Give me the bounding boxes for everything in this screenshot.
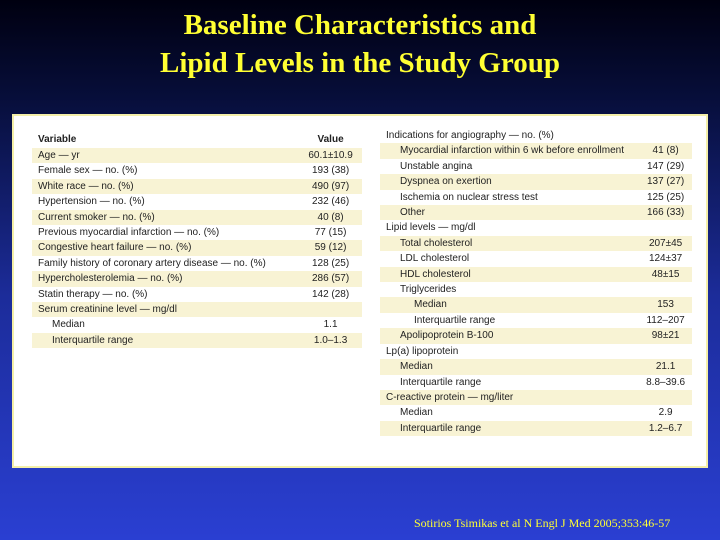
row-value [639,390,692,405]
row-value: 207±45 [639,236,692,251]
table-row [380,220,692,235]
table-row [380,128,692,143]
table-row [380,344,692,359]
table-row [380,390,692,405]
table-row [32,287,362,302]
row-label: Serum creatinine level — mg/dl [32,302,299,317]
row-value: 41 (8) [639,143,692,158]
header-variable: Variable [38,133,77,145]
table-row [380,205,692,220]
row-value: 112–207 [646,314,685,326]
row-value: 232 (46) [311,196,350,208]
row-value: 2.9 [658,407,673,419]
table-row [32,317,362,332]
row-label: Other [380,205,639,220]
slide-title-line-2: Lipid Levels in the Study Group [160,47,560,79]
row-label: Indications for angiography — no. (%) [386,130,554,141]
row-label: Lipid levels — mg/dl [386,222,476,234]
row-value: 8.8–39.6 [646,376,686,388]
table-row [32,179,362,194]
table-row [32,163,362,178]
row-label: Dyspnea on exertion [380,174,639,189]
table-row [32,148,362,163]
table-row [380,267,692,282]
row-value: 40 (8) [299,210,362,225]
table-panel [12,114,708,468]
row-label: Triglycerides [400,284,457,296]
table-row [380,174,692,189]
row-label: Interquartile range [380,421,639,436]
row-value: 142 (28) [311,288,350,300]
table-row [380,297,692,312]
table-row [380,251,692,266]
row-label: Congestive heart failure — no. (%) [32,240,299,255]
row-label: Female sex — no. (%) [38,165,138,177]
row-label: Ischemia on nuclear stress test [400,191,538,203]
table-row [32,225,362,240]
row-label: HDL cholesterol [380,267,639,282]
table-header-row [32,130,362,148]
table-row [380,190,692,205]
row-value: 125 (25) [646,191,685,203]
row-value: 1.0–1.3 [299,333,362,348]
row-label: Family history of coronary artery disease — no. (%) [38,257,266,269]
row-label: Median [380,359,639,374]
row-value: 98±21 [639,328,692,343]
row-label: Interquartile range [400,376,482,388]
table-row [380,159,692,174]
table-row [32,240,362,255]
row-label: Median [400,407,433,419]
table-row [32,210,362,225]
row-label: C-reactive protein — mg/liter [380,390,639,405]
row-label: White race — no. (%) [32,179,299,194]
row-value: 48±15 [639,267,692,282]
row-label: Unstable angina [400,160,473,172]
table-row [380,143,692,158]
table-row [380,359,692,374]
slide-title-line-1: Baseline Characteristics and [183,9,537,41]
indications-lipids-table [380,128,692,436]
row-value [639,128,692,143]
row-value: 1.2–6.7 [639,421,692,436]
table-row [32,302,362,317]
table-row [32,194,362,209]
row-value: 60.1±10.9 [299,148,362,163]
row-value: 193 (38) [311,165,350,177]
row-value: 286 (57) [299,271,362,286]
baseline-table [32,130,362,348]
row-value: 137 (27) [639,174,692,189]
row-value [639,282,692,297]
row-label: Total cholesterol [380,236,639,251]
table-row [380,375,692,390]
table-row [380,313,692,328]
citation: Sotirios Tsimikas et al N Engl J Med 2005;353:46-57 [414,516,671,530]
row-value: 147 (29) [646,160,685,172]
header-value: Value [317,133,344,145]
table-row [32,256,362,271]
row-label: Interquartile range [414,314,496,326]
table-row [380,405,692,420]
table-row [32,271,362,286]
row-label: Median [380,297,639,312]
table-row [380,421,692,436]
row-label: Apolipoprotein B-100 [380,328,639,343]
table-row [380,236,692,251]
row-value [639,344,692,359]
row-value [299,302,362,317]
table-row [380,282,692,297]
row-label: Statin therapy — no. (%) [38,288,148,300]
table-row [380,328,692,343]
row-label: Hypertension — no. (%) [38,196,145,208]
row-value: 77 (15) [314,227,347,239]
table-row [32,333,362,348]
row-label: LDL cholesterol [400,253,470,265]
row-label: Age — yr [32,148,299,163]
row-value: 490 (97) [299,179,362,194]
slide-title [0,6,720,82]
row-value: 21.1 [639,359,692,374]
row-value [639,220,692,235]
row-label: Previous myocardial infarction — no. (%) [38,227,220,239]
row-value: 128 (25) [311,257,350,269]
row-value: 166 (33) [639,205,692,220]
row-value: 59 (12) [299,240,362,255]
row-value: 1.1 [323,319,338,331]
row-label: Hypercholesterolemia — no. (%) [32,271,299,286]
row-value: 153 [639,297,692,312]
row-label: Interquartile range [32,333,299,348]
row-value: 124±37 [648,253,683,265]
row-label: Lp(a) lipoprotein [386,345,459,357]
row-label: Myocardial infarction within 6 wk before enrollment [380,143,639,158]
row-label: Current smoker — no. (%) [32,210,299,225]
row-label: Median [52,319,85,331]
